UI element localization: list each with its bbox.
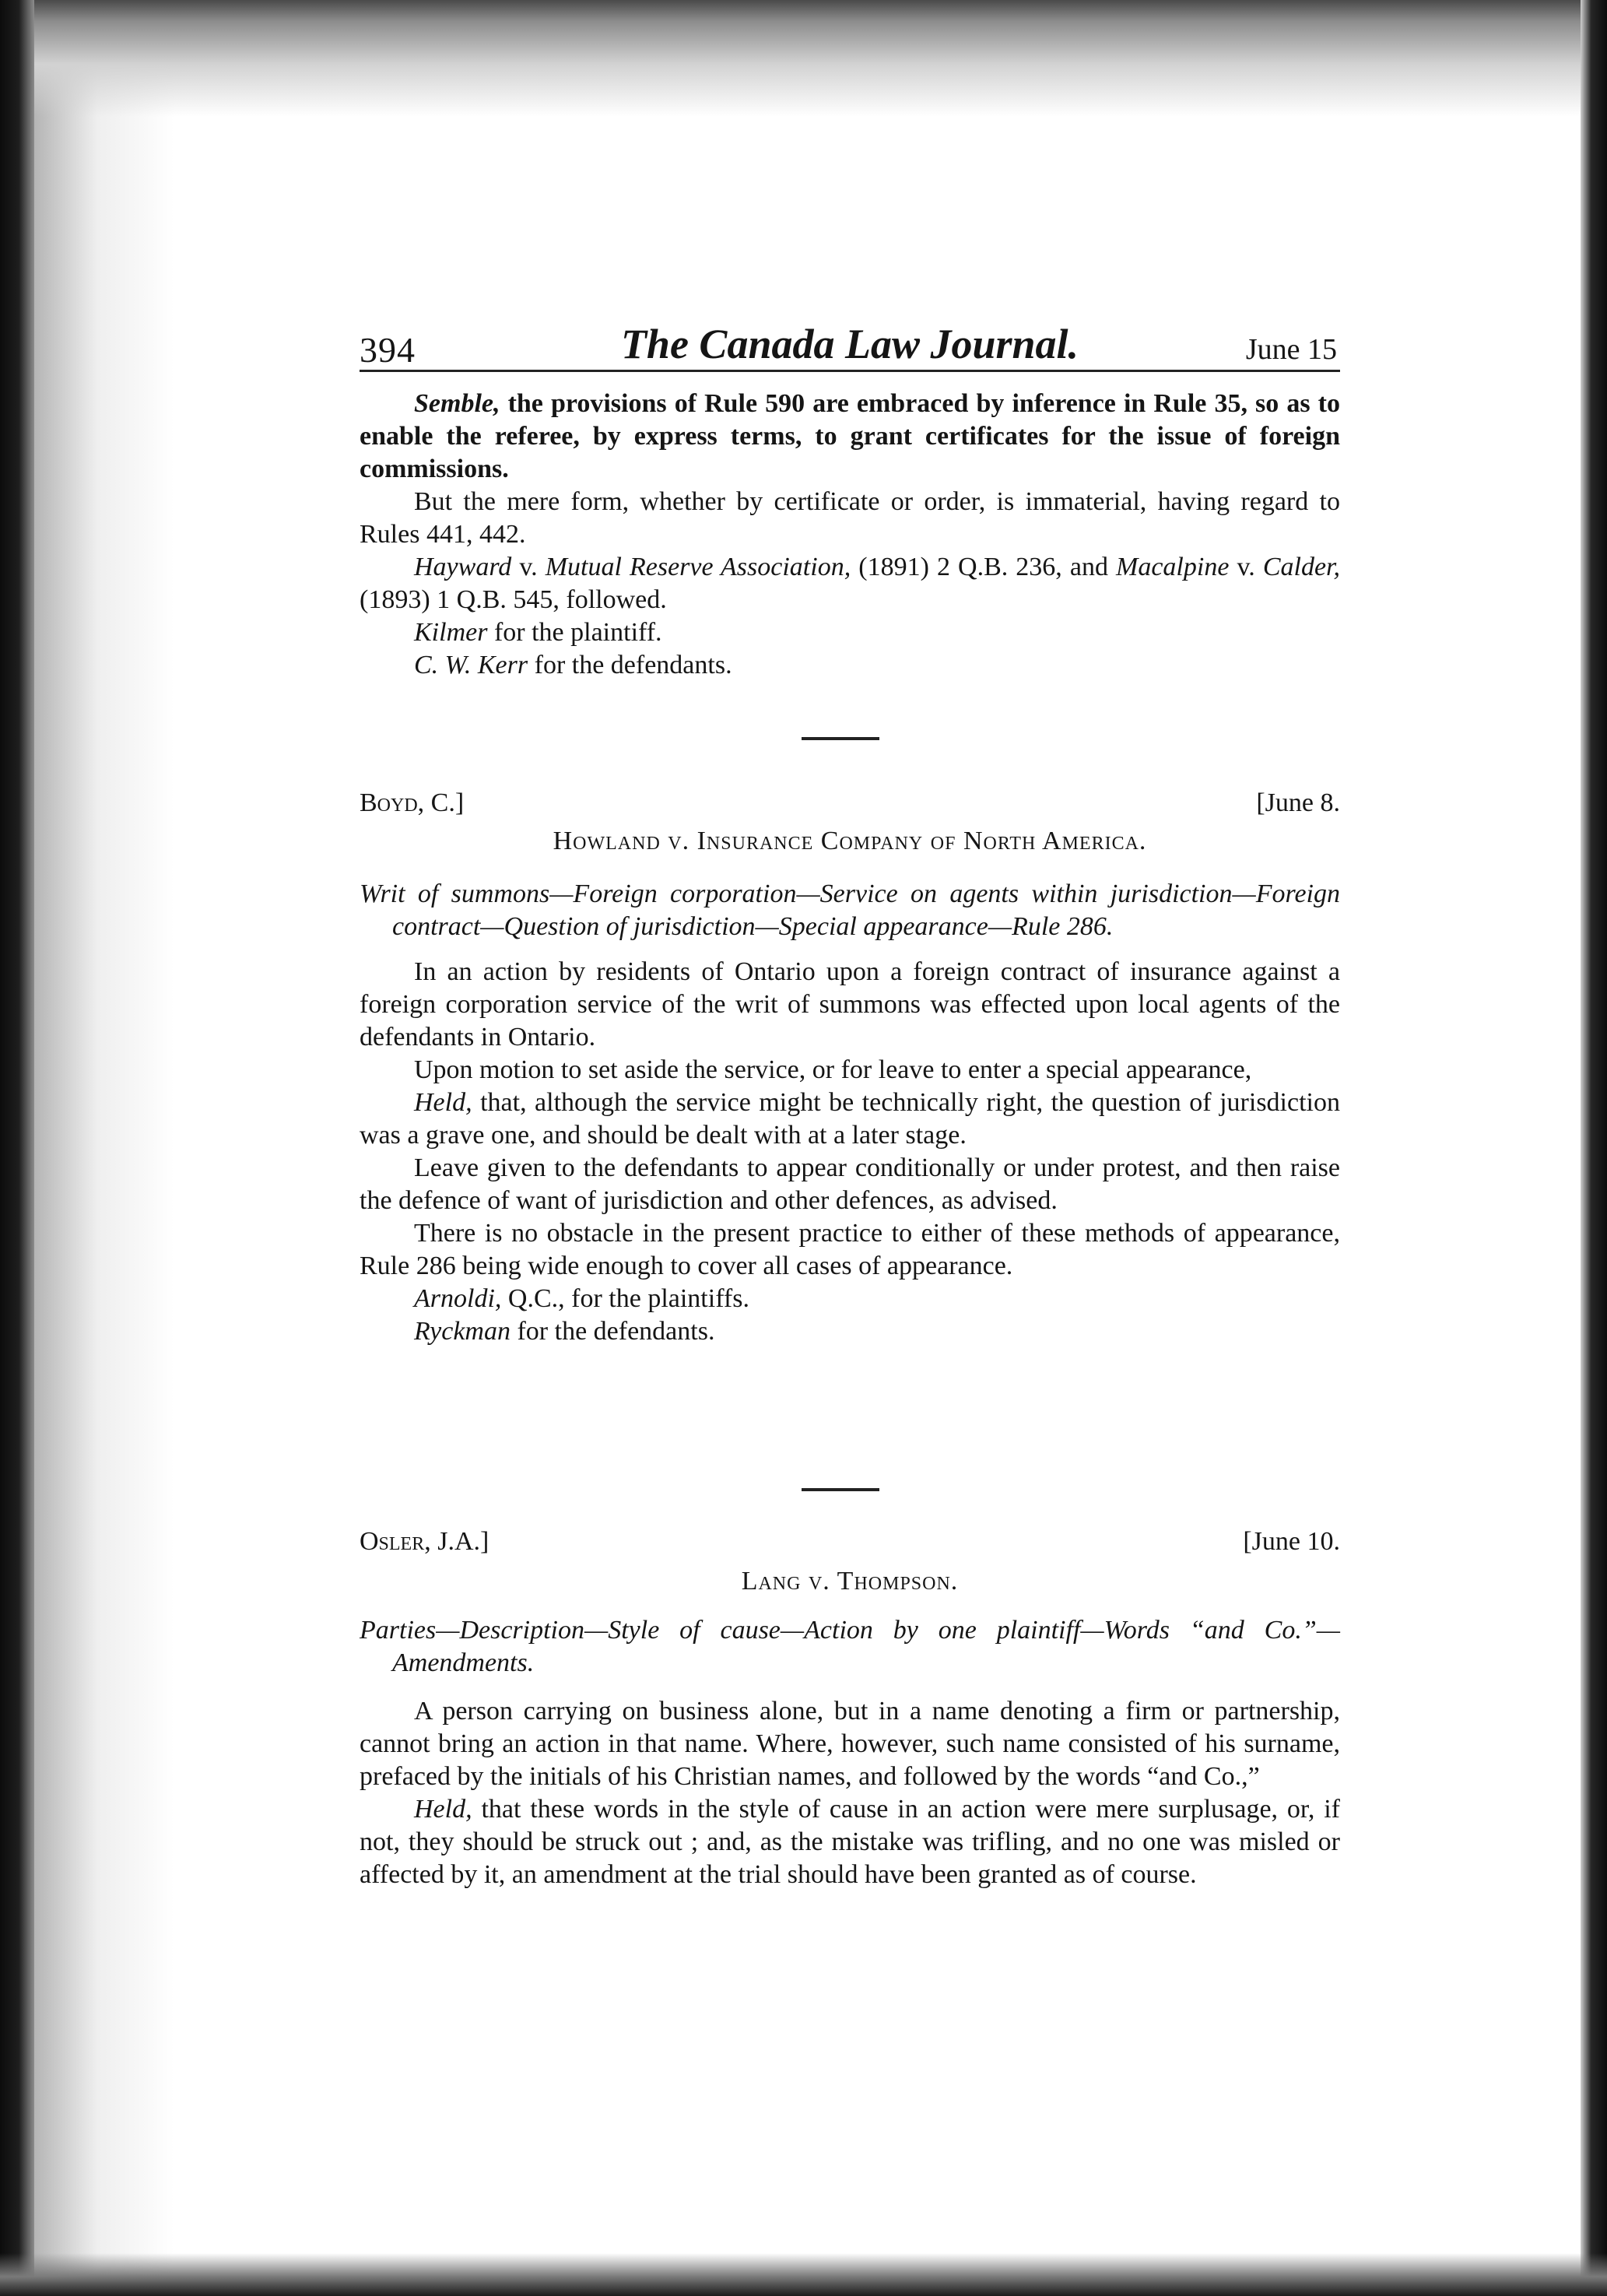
case-paragraph: Upon motion to set aside the service, or for leave to enter a special appearance, <box>414 1055 1252 1084</box>
counsel-role: for the defendants. <box>528 651 732 679</box>
issue-date: June 15 <box>1245 333 1337 366</box>
section-divider <box>802 1488 879 1491</box>
counsel-name: Kilmer <box>414 618 488 647</box>
carryover-paragraph <box>360 388 1340 486</box>
counsel-role: for the plaintiff. <box>487 618 662 647</box>
paragraph-lead: Held, <box>414 1795 472 1824</box>
journal-title: The Canada Law Journal. <box>620 321 1079 367</box>
counsel-role: Q.C., for the plaintiffs. <box>501 1284 749 1313</box>
counsel-line <box>414 649 1340 682</box>
case-date: [June 10. <box>1243 1527 1340 1556</box>
versus: v. <box>1229 553 1263 581</box>
paragraph-text: the provisions of Rule 590 are embraced by inference in Rule 35, so as to enable the referee, by express terms, to grant certificates for the issue of foreign commissions. <box>360 389 1340 483</box>
case-paragraph <box>360 1793 1340 1891</box>
case-title: Lang v. Thompson. <box>741 1567 959 1596</box>
case-paragraph <box>360 1087 1340 1152</box>
counsel-role: for the defendants. <box>510 1317 715 1346</box>
running-head <box>360 315 1340 372</box>
case-paragraph: Leave given to the defendants to appear conditionally or under protest, and then raise the defence of want of jurisdiction and other defences, as advised. <box>360 1153 1340 1215</box>
paragraph-lead: Held, <box>414 1088 472 1117</box>
counsel-name: Arnoldi, <box>414 1284 502 1313</box>
case-body <box>360 1614 1340 1891</box>
counsel-name: C. W. Kerr <box>414 651 528 679</box>
paragraph-text: that these words in the style of cause in an action were mere surplusage, or, if not, they should be struck out ; and, as the mistake was trifling, and no one was misled or affected by it, an amendment at the trial should have been granted as of course. <box>360 1795 1340 1889</box>
case-paragraph: There is no obstacle in the present practice to either of these methods of appearance, Rule 286 being wide enough to cover all cases of appearance. <box>360 1219 1340 1280</box>
case-name: Macalpine <box>1116 553 1230 581</box>
judge-name: Boyd, C.] <box>360 788 465 817</box>
counsel-line <box>414 1315 1340 1348</box>
counsel-line <box>414 616 1340 649</box>
case-title: Howland v. Insurance Company of North America. <box>553 827 1147 855</box>
case-date: [June 8. <box>1256 788 1340 817</box>
citation: (1893) 1 Q.B. 545, followed. <box>360 585 667 614</box>
case-paragraph: In an action by residents of Ontario upon a foreign contract of insurance against a foreign corporation service of the writ of summons was effected upon local agents of the defendants in Ontario. <box>360 957 1340 1051</box>
case-body <box>360 878 1340 1348</box>
paragraph-text: that, although the service might be technically right, the question of jurisdiction was a grave one, and should be dealt with at a later stage. <box>360 1088 1340 1150</box>
carryover-paragraph: But the mere form, whether by certificate or order, is immaterial, having regard to Rules 441, 442. <box>360 487 1340 549</box>
case-name: Hayward <box>414 553 512 581</box>
headnote: Writ of summons—Foreign corporation—Service on agents within jurisdiction—Foreign contract—Question of jurisdiction—Special appearance—Rule 286. <box>360 879 1340 941</box>
carryover-section <box>360 388 1340 682</box>
case-name: Mutual Reserve Association, <box>545 553 851 581</box>
case-name: Calder, <box>1262 553 1341 581</box>
counsel-line <box>414 1283 1340 1315</box>
authorities-paragraph <box>360 551 1340 616</box>
paragraph-lead: Semble, <box>414 389 500 418</box>
judge-name: Osler, J.A.] <box>360 1527 489 1556</box>
citation: (1891) 2 Q.B. 236, and <box>851 553 1117 581</box>
versus: v. <box>511 553 546 581</box>
case-header <box>360 788 1340 824</box>
headnote: Parties—Description—Style of cause—Action by one plaintiff—Words “and Co.”—Amendments. <box>360 1616 1340 1677</box>
page-number: 394 <box>360 330 416 370</box>
case-paragraph: A person carrying on business alone, but in a name denoting a firm or partnership, cannot bring an action in that name. Where, however, such name consisted of his surname, prefaced by the initials of his Christian names, and followed by the words “and Co.,” <box>360 1697 1340 1791</box>
case-header <box>360 1527 1340 1563</box>
counsel-name: Ryckman <box>414 1317 511 1346</box>
section-divider <box>802 737 879 740</box>
